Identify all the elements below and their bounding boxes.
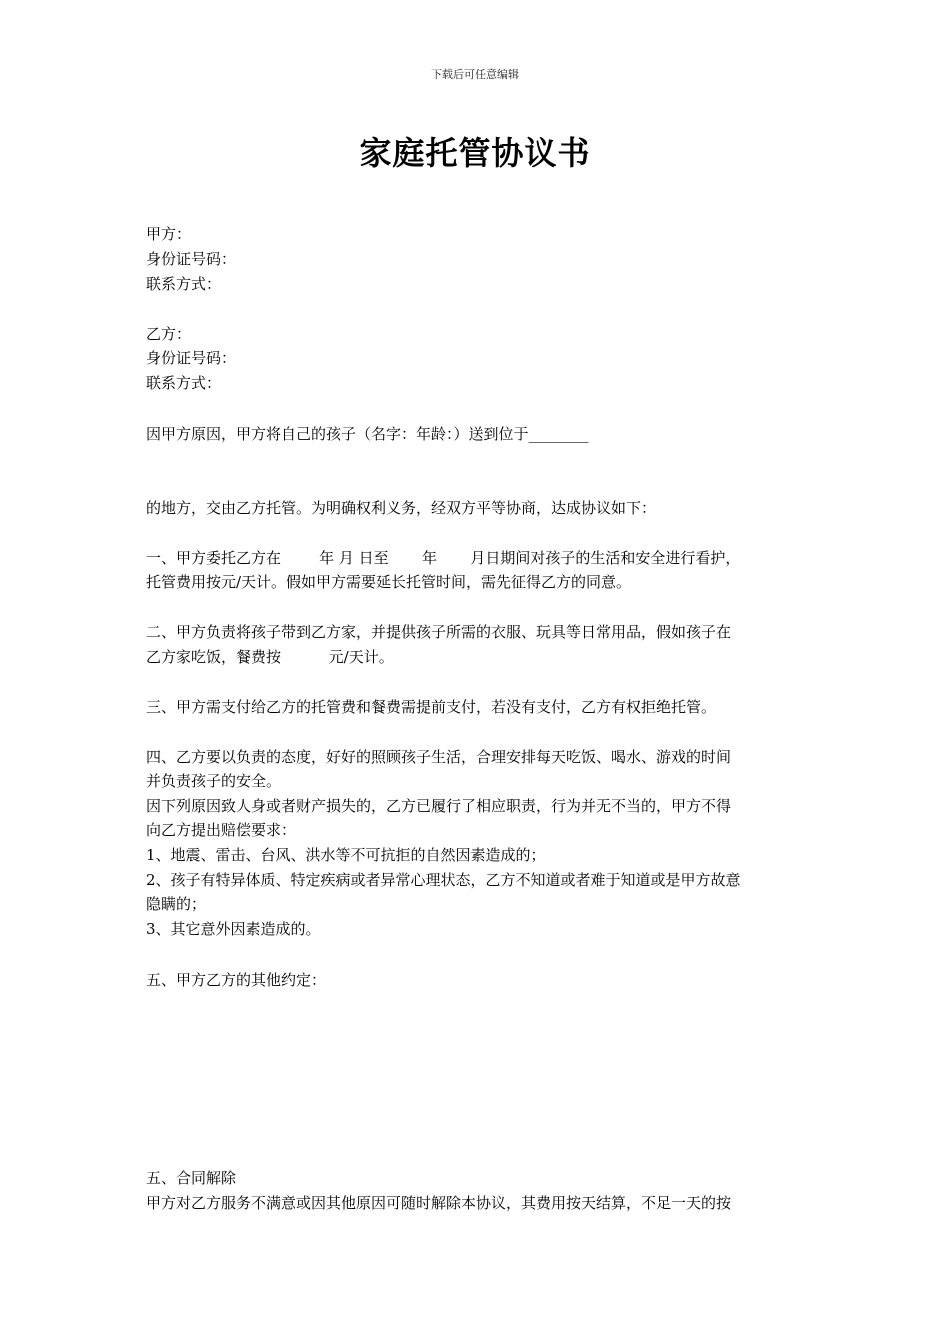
page-header: 下载后可任意编辑: [431, 68, 519, 81]
clause-4-line-2: 并负责孩子的安全。: [146, 772, 282, 790]
clause-3-line-1: 三、甲方需支付给乙方的托管费和餐费需提前支付，若没有支付，乙方有权拒绝托管。: [146, 698, 717, 716]
clause-4-item-2b: 隐瞒的；: [146, 895, 207, 913]
party-b-name-label: 乙方：: [146, 325, 192, 343]
party-b-contact-label: 联系方式：: [146, 374, 222, 392]
party-b-id-label: 身份证号码：: [146, 349, 237, 367]
clause-4-item-1: 1、地震、雷击、台风、洪水等不可抗拒的自然因素造成的；: [146, 846, 546, 864]
clause-1-line-1: 一、甲方委托乙方在 年 月 日至 年 月日期间对孩子的生活和安全进行看护，: [146, 549, 741, 567]
clause-4-line-4: 向乙方提出赔偿要求：: [146, 821, 297, 839]
clause-4-item-2a: 2、孩子有特异体质、特定疾病或者异常心理状态，乙方不知道或者难于知道或是甲方故意: [146, 871, 741, 889]
intro-line-1: 因甲方原因，甲方将自己的孩子（名字：年龄：）送到位于________: [146, 425, 589, 443]
clause-2-line-2: 乙方家吃饭，餐费按 元/天计。: [146, 648, 394, 666]
clause-6-heading: 五、合同解除: [146, 1169, 237, 1187]
document-title: 家庭托管协议书: [359, 134, 591, 172]
clause-4-line-3: 因下列原因致人身或者财产损失的，乙方已履行了相应职责，行为并无不当的，甲方不得: [146, 797, 732, 815]
party-a-name-label: 甲方：: [146, 225, 192, 243]
clause-2-line-1: 二、甲方负责将孩子带到乙方家，并提供孩子所需的衣服、玩具等日常用品，假如孩子在: [146, 623, 732, 641]
party-a-id-label: 身份证号码：: [146, 250, 237, 268]
clause-6-line-1: 甲方对乙方服务不满意或因其他原因可随时解除本协议，其费用按天结算，不足一天的按: [146, 1194, 732, 1212]
clause-4-item-3: 3、其它意外因素造成的。: [146, 920, 321, 938]
party-a-contact-label: 联系方式：: [146, 275, 222, 293]
clause-1-line-2: 托管费用按元/天计。假如甲方需要延长托管时间，需先征得乙方的同意。: [146, 573, 632, 591]
intro-line-2: 的地方，交由乙方托管。为明确权利义务，经双方平等协商，达成协议如下：: [146, 499, 657, 517]
clause-4-line-1: 四、乙方要以负责的态度，好好的照顾孩子生活，合理安排每天吃饭、喝水、游戏的时间: [146, 748, 732, 766]
clause-5-line-1: 五、甲方乙方的其他约定：: [146, 971, 327, 989]
